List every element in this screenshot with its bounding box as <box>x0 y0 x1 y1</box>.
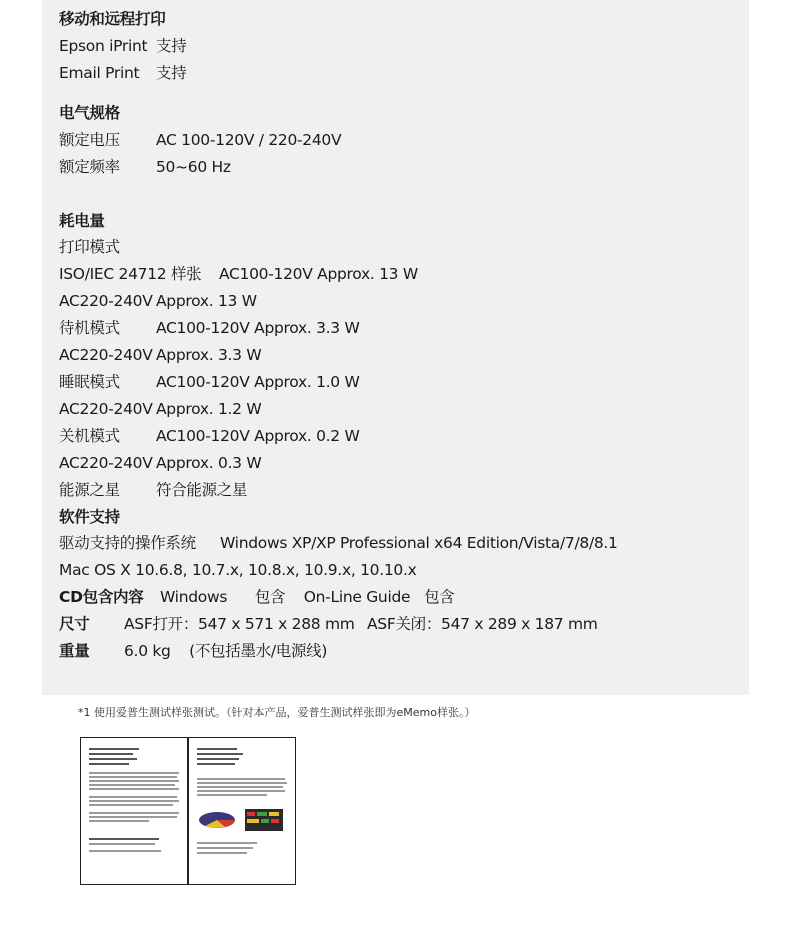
driver-row <box>59 533 618 553</box>
power-row <box>59 399 262 419</box>
power-row <box>59 372 360 392</box>
cd-label: CD包含内容 <box>59 588 144 606</box>
power-row <box>59 426 360 446</box>
power-label: 睡眠模式 <box>59 373 120 391</box>
driver-label: 驱动支持的操作系统 <box>59 534 196 552</box>
weight-label: 重量 <box>59 642 90 660</box>
power-heading: 耗电量 <box>59 212 105 230</box>
power-value: Approx. 1.2 W <box>156 400 262 418</box>
footnote: *1 使用爱普生测试样张测试。（针对本产品，爱普生测试样张即为eMemo样张。） <box>78 706 476 719</box>
power-row <box>59 264 418 284</box>
power-value: AC100-120V Approx. 3.3 W <box>156 319 360 337</box>
spec-label: Epson iPrint <box>59 37 148 55</box>
power-value: AC100-120V Approx. 0.2 W <box>156 427 360 445</box>
power-row <box>59 453 262 473</box>
power-label: AC220-240V <box>59 346 153 364</box>
print-mode-label: 打印模式 <box>59 238 120 256</box>
sample-graphics <box>195 806 291 836</box>
spec-row-iprint <box>59 36 187 56</box>
power-row <box>59 345 262 365</box>
page-divider <box>187 738 189 884</box>
mac-os-line: Mac OS X 10.6.8, 10.7.x, 10.8.x, 10.9.x, 10.10.x <box>59 561 417 579</box>
power-value: Approx. 0.3 W <box>156 454 262 472</box>
size-open: ASF打开：547 x 571 x 288 mm <box>124 615 355 633</box>
power-value: Approx. 3.3 W <box>156 346 262 364</box>
spec-value: 支持 <box>156 64 187 82</box>
power-row <box>59 318 360 338</box>
software-heading: 软件支持 <box>59 508 120 526</box>
cd-row <box>59 587 455 607</box>
spec-label: 额定电压 <box>59 131 120 149</box>
spec-row-frequency <box>59 157 231 177</box>
size-label: 尺寸 <box>59 615 90 633</box>
sample-document-image <box>80 737 296 885</box>
weight-row <box>59 641 328 661</box>
driver-value: Windows XP/XP Professional x64 Edition/Vista/7/8/8.1 <box>220 534 618 552</box>
power-value: AC100-120V Approx. 13 W <box>219 265 418 283</box>
cd-value: Windows 包含 On-Line Guide 包含 <box>160 588 455 606</box>
power-label: AC220-240V <box>59 454 153 472</box>
power-label: 关机模式 <box>59 427 120 445</box>
power-value: 符合能源之星 <box>156 481 248 499</box>
electrical-heading: 电气规格 <box>59 104 120 122</box>
power-label: AC220-240V <box>59 400 153 418</box>
power-value: Approx. 13 W <box>156 292 257 310</box>
power-row <box>59 480 248 500</box>
power-row <box>59 291 257 311</box>
spec-row-emailprint <box>59 63 187 83</box>
power-label: 能源之星 <box>59 481 120 499</box>
power-label: 待机模式 <box>59 319 120 337</box>
size-closed: ASF关闭：547 x 289 x 187 mm <box>367 615 598 633</box>
spec-label: 额定频率 <box>59 158 120 176</box>
mobile-heading: 移动和远程打印 <box>59 10 166 28</box>
size-row <box>59 614 598 634</box>
power-label: ISO/IEC 24712 样张 <box>59 265 202 283</box>
weight-value: 6.0 kg (不包括墨水/电源线) <box>124 642 328 660</box>
spec-row-voltage <box>59 130 342 150</box>
power-value: AC100-120V Approx. 1.0 W <box>156 373 360 391</box>
spec-value: 50~60 Hz <box>156 158 231 176</box>
power-label: AC220-240V <box>59 292 153 310</box>
spec-value: AC 100-120V / 220-240V <box>156 131 342 149</box>
spec-value: 支持 <box>156 37 187 55</box>
spec-label: Email Print <box>59 64 140 82</box>
